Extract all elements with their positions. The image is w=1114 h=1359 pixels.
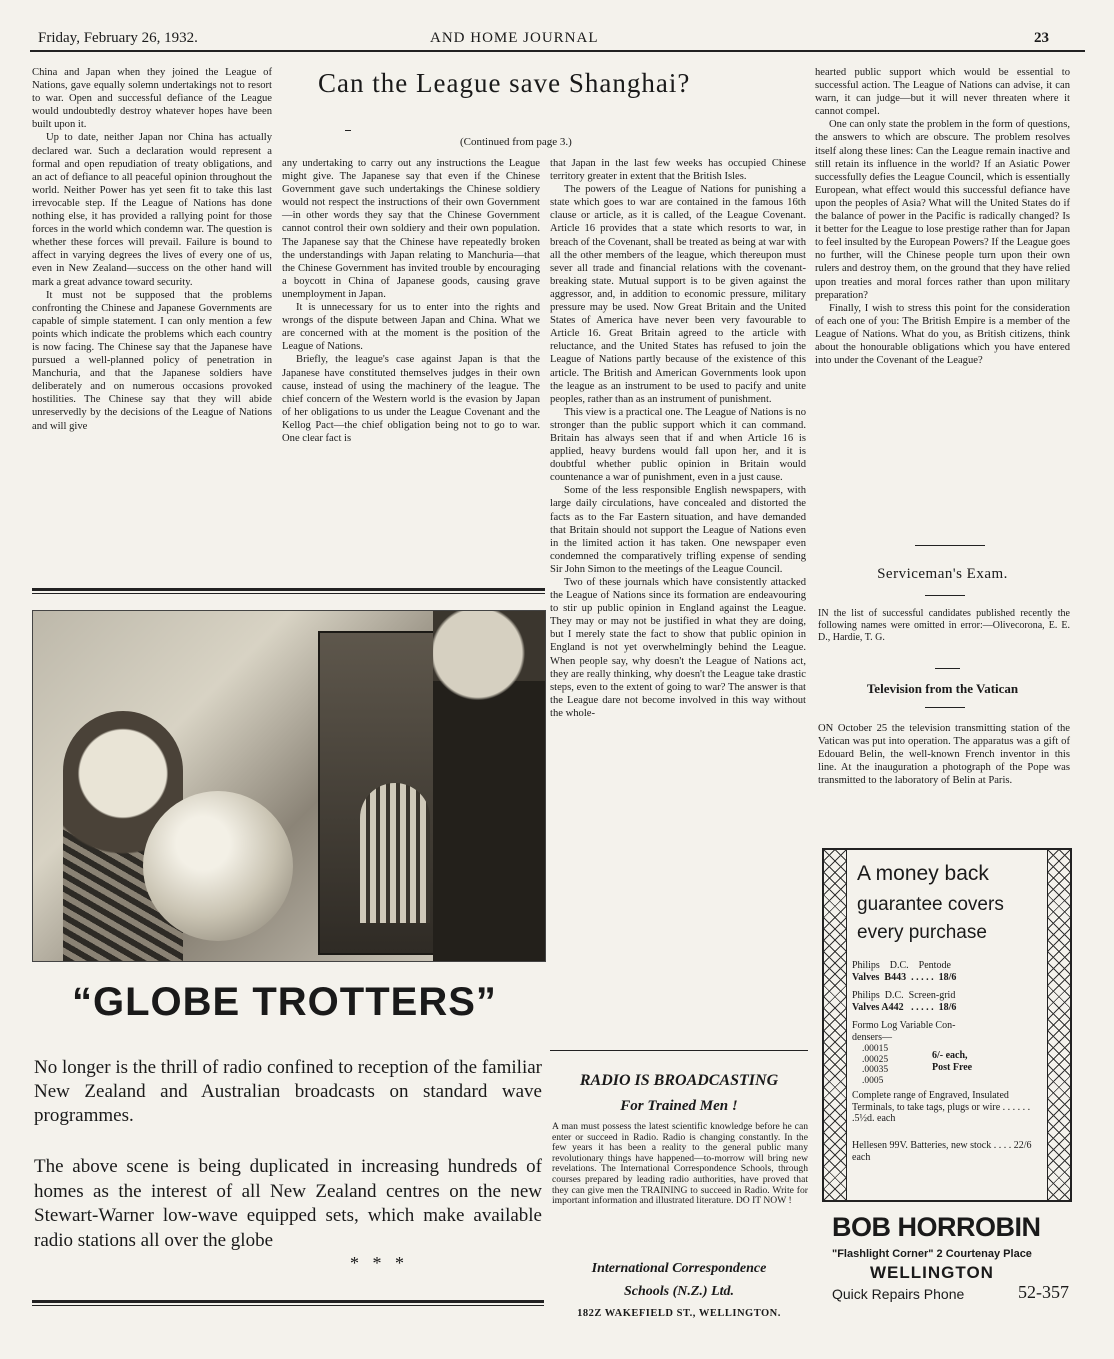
col1-p2: Up to date, neither Japan nor China has actually declared war. Such a declaration would represent a formal and open repudiation of treaty obligations, and an act of defiance to all peaceful opinion throughout the world. Neither Power has yet seen fit to take this last irrevocable step. If the League of Nations has done nothing else, it has provided a rallying point for those forces in the world which condemn war. The question is whether these forces will prevail. Failure is bound to affect in varying degrees the lives of every one of us, even in New Zealand—success on the other hand will mark a great advance toward security. [32,132,272,288]
money-city: WELLINGTON [870,1263,994,1282]
col3-p2: The powers of the League of Nations for punishing a state which goes to war are contained in the famous 16th clause or article, as it is called, of the League Covenant. Article 16 provides that a state which resorts to war, in breach of the Covenant, shall be treated as being at war with all the other members of the league, which thereupon must sever all trade and financial relations with the covenant-breaking state. Mutual support is to be given against the aggressor, and, in addition to economic pressure, military pressure may be used. Now Great Britain and the United States of America have never been very favourable to Article 16. Great Britain agreed to the article with reluctance, and the United States has refused to join the League of Nations partly because of the existence of this article. The British and American Governments look upon the league as an instrument to be used to pacify and unite peoples, rather than as an instrument of punishment. [550,184,806,405]
article-col-4 [815,66,1070,367]
col2-p2: It is unnecessary for us to enter into the rights and wrongs of the dispute between Japan and China. What we are concerned with at the moment is the position of the League of Nations. [282,302,540,353]
col4-p2: One can only state the problem in the form of questions, the answers to which are obscure. The problem resolves itself along these lines: Can the League remain inactive and still retain its influence in the world? If an Asiatic Power successfully defies the League Council, which is essentially European, what effect would this successful defiance have upon the peoples of Asia? What will the United States do if the balance of power in the Pacific is radically changed? Is it better for the League to lose prestige rather than for Japan to feel insulted by the European Powers? If the League goes no further, will the Chinese people turn upon their own rulers and destroy them, on the ground that they have relied upon treaties and moral forces rather than upon military preparation? [815,119,1070,301]
header-journal: AND HOME JOURNAL [430,30,599,46]
article-title: Can the League save Shanghai? [318,68,691,98]
money-size-4: .0005 [862,1075,884,1086]
money-size-3: .00035 [862,1065,889,1075]
photo-man [433,611,545,961]
col3-p4: Some of the less responsible English newspapers, with large daily circulations, have concealed and distorted the facts as to the Far Eastern situation, and have demanded that Britain should not support the League of Nations even in the limited action it has taken. One newspaper even condemned the comparatively trifling expense of sending Sir John Simon to the meetings of the League Council. [550,485,806,575]
money-addr: "Flashlight Corner" 2 Courtenay Place [832,1248,1032,1260]
money-item1b: Valves B443 . . . . . 18/6 [852,972,957,983]
radio-ad-school2: Schools (N.Z.) Ltd. [623,1284,735,1299]
col2-p3: Briefly, the league's case against Japan is that the Japanese have constituted themselves judges in their own cause, instead of using the machinery of the league. The chief concern of the Western world is the evasion by Japan of her obligations to us under the League Covenant and the Kellog Pact—the chief obligation being not to go to war. One clear fact is [282,354,540,444]
television-rule [925,707,965,708]
radio-ad-address: 182Z WAKEFIELD ST., WELLINGTON. [577,1308,781,1319]
title-dash [345,130,351,131]
money-size-1: .00015 [862,1044,889,1054]
serviceman-title: Serviceman's Exam. [877,566,1008,582]
ad-lattice-left [824,850,847,1200]
money-sizes [862,1044,888,1086]
money-price-each: 6/- each, [932,1050,968,1061]
money-line1: A money back [857,862,989,885]
article-col-2 [282,157,540,445]
header-page: 23 [1034,30,1049,46]
television-title: Television from the Vatican [866,681,1019,696]
money-item4: Complete range of Engraved, Insulated Terminals, to take tags, plugs or wire . . . . . . .5½d. each [852,1090,1031,1124]
radio-ad-school1: International Correspondence [591,1261,767,1276]
money-phone-label: Quick Repairs Phone [832,1286,965,1302]
photo-globe [143,791,293,941]
article-col-1 [32,66,272,433]
col3-p1: that Japan in the last few weeks has occupied Chinese territory greater in extent that the British Isles. [550,158,806,183]
header-rule [30,50,1085,52]
money-line3: every purchase [857,922,987,943]
col4-p3: Finally, I wish to stress this point for the consideration of each one of you: The British Empire is a member of the League of Nations. What do you, as British citizens, think about the honourable obligations which you have entered into under the Covenant of the League? [815,302,1070,367]
radio-ad-body: A man must possess the latest scientific knowledge before he can enter or succeed in Radio. Radio is changing constantly. In the few years it has been a reality to the general public many revolutionary things have happened—to-morrow will bring new revelations. The International Correspondence Schools, through courses prepared by leading radio authorities, have proved that they can give men the TRAINING to succeed in Radio. Write for important information and illustrated literature. DO IT NOW ! [552,1121,808,1207]
globe-ad-stars: * * * [350,1253,404,1273]
radio-ad-sub: For Trained Men ! [620,1098,738,1114]
radio-listeners-photo [32,610,546,962]
globe-bottom-rule [32,1300,544,1306]
money-item1a: Philips D.C. Pentode [852,960,951,971]
money-line2: guarantee covers [857,894,1004,915]
ad-lattice-right [1047,850,1070,1200]
serviceman-body: IN the list of successful candidates published recently the following names were omitted in error:—Olivecorona, E. E. D., Hardie, T. G. [818,608,1070,643]
photo-top-rule [32,588,545,594]
money-item3a: Formo Log Variable Con- [852,1020,956,1031]
money-phone: 52-357 [1018,1282,1069,1302]
col1-p1: China and Japan when they joined the League of Nations, gave equally solemn undertakings not to resort to war. Open and successful defiance of the League would undoubtedly destroy whatever hopes have been built upon it. [32,67,272,131]
television-body: ON October 25 the television transmitting station of the Vatican was put into operation. The apparatus was a gift of Edouard Belin, the well-known French inventor in this line. At the inauguration a photograph of the Pope was transmitted to the laboratory of Belin at Paris. [818,723,1070,786]
article-col-3 [550,157,806,720]
money-item2a: Philips D.C. Screen-grid [852,990,956,1001]
globe-ad-para2: The above scene is being duplicated in increasing hundreds of homes as the interest of all New Zealand centres on the new Stewart-Warner low-wave equipped sets, which make available radio stations all over the globe [34,1156,542,1251]
col1-p3: It must not be supposed that the problems confronting the Chinese and Japanese Governments are capable of simple statement. I can only mention a few points which indicate the problems which each country is now facing. The Chinese say that the Japanese have pursued a well-planned policy of penetration in Manchuria, and that the Japanese soldiers have deliberately and on numerous occasions provoked hostilities. The Chinese say that they will abide unreservedly by the decisions of the League of Nations and will give [32,289,272,432]
money-size-2: .00025 [862,1054,889,1065]
header-date: Friday, February 26, 1932. [38,30,198,46]
continued-note: (Continued from page 3.) [460,136,572,148]
col4-p1: hearted public support which would be essential to successful action. The League of Nations can advise, it can warn, it can judge—but it will never threaten where it cannot compel. [815,67,1070,118]
radio-ad-headline: RADIO IS BROADCASTING [579,1072,779,1089]
money-brand: BOB HORROBIN [832,1212,1041,1242]
money-item2b: Valves A442 . . . . . 18/6 [852,1002,957,1013]
money-post-free: Post Free [932,1062,973,1073]
col3-p5: Two of these journals which have consistently attacked the League of Nations since its formation are endeavouring to stir up public opinion in England against the League. They may or may not be justified in what they are doing, but I merely state the fact to show that public opinion in England is not yet overwhelmingly behind the League. When people say, why doesn't the League of Nations act, they are really thinking, why doesn't the League take drastic steps, even to the extent of going to war? The answer is that the League dare not become involved in this way without the whole- [550,577,806,719]
col2-p1: any undertaking to carry out any instructions the League might give. The Japanese say that even if the Chinese Government gave such undertakings the Chinese soldiery would not respect the instructions of their own Government—in other words they say that the Chinese Government cannot control their own soldiery and their own population. The Japanese say that the Chinese have repeatedly broken the understandings with Japan relating to Manchuria—that the Chinese Government has invited trouble by encouraging a boycott in China of Japanese goods, causing grave unemployment in Japan. [282,158,540,300]
serviceman-rule [925,595,965,596]
money-item3b: densers— [852,1032,892,1043]
radio-ad-top-rule [550,1050,808,1051]
col4-end-rule [915,545,985,546]
globe-ad-para1: No longer is the thrill of radio confined to reception of the familiar New Zealand and Australian broadcasts on standard wave programmes. [34,1057,542,1126]
tv-top-rule [935,668,960,669]
money-item5: Hellesen 99V. Batteries, new stock . . . . 22/6 each [852,1140,1032,1163]
money-back-ad [822,848,1072,1202]
col3-p3: This view is a practical one. The League of Nations is no stronger than the public support which it can command. Britain has always seen that if and when Article 16 is applied, heavy burdens would fall upon her, and it is doubtful whether public opinion in Britain would countenance a war of punishment, even in a just cause. [550,406,806,484]
globe-trotters-headline: “GLOBE TROTTERS” [72,980,497,1024]
